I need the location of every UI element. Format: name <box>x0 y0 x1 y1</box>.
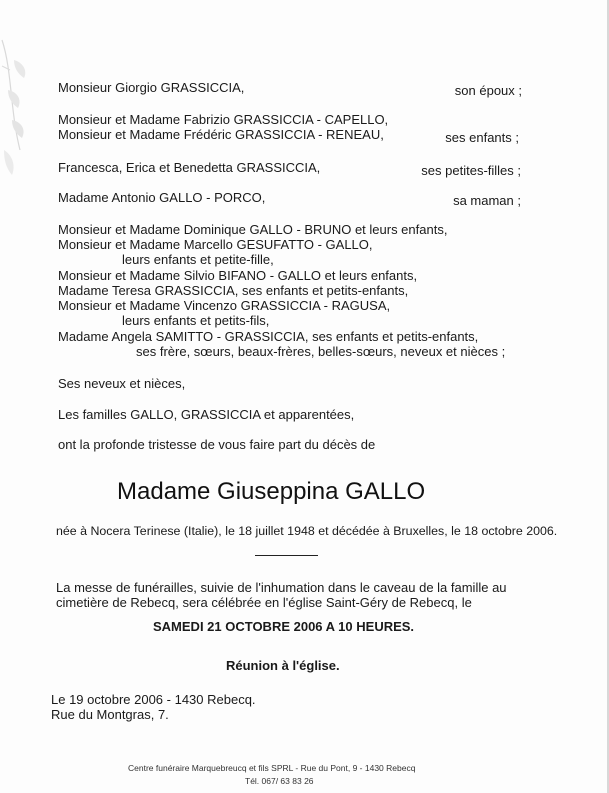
child-line-2: Monsieur et Madame Frédéric GRASSICCIA - RENEAU, <box>58 127 384 142</box>
funeral-home-address: Centre funéraire Marquebreucq et fils SPRL - Rue du Pont, 9 - 1430 Rebecq <box>128 763 416 773</box>
sibling-line: leurs enfants et petite-fille, <box>122 252 274 267</box>
sibling-line: Madame Angela SAMITTO - GRASSICCIA, ses enfants et petits-enfants, <box>58 329 479 344</box>
sibling-line: Monsieur et Madame Marcello GESUFATTO - GALLO, <box>58 237 373 252</box>
child-line-1: Monsieur et Madame Fabrizio GRASSICCIA - CAPELLO, <box>58 112 389 127</box>
announcement-text: ont la profonde tristesse de vous faire part du décès de <box>58 437 376 452</box>
separator-line <box>255 555 318 556</box>
husband-name: Monsieur Giorgio GRASSICCIA, <box>58 80 245 95</box>
funeral-home-phone: Tél. 067/ 63 83 26 <box>245 776 314 786</box>
funeral-line-1: La messe de funérailles, suivie de l'inhumation dans le caveau de la famille au <box>56 580 507 595</box>
mother-role: sa maman ; <box>453 193 521 208</box>
place-date-line-1: Le 19 octobre 2006 - 1430 Rebecq. <box>51 692 256 707</box>
funeral-date: SAMEDI 21 OCTOBRE 2006 A 10 HEURES. <box>153 619 415 634</box>
sibling-line: Monsieur et Madame Dominique GALLO - BRUNO et leurs enfants, <box>58 222 448 237</box>
place-date-line-2: Rue du Montgras, 7. <box>51 707 169 722</box>
grandchildren-names: Francesca, Erica et Benedetta GRASSICCIA, <box>58 160 321 175</box>
mother-name: Madame Antonio GALLO - PORCO, <box>58 190 266 205</box>
sibling-line: leurs enfants et petits-fils, <box>122 313 270 328</box>
deceased-name: Madame Giuseppina GALLO <box>117 478 426 505</box>
children-role: ses enfants ; <box>445 130 519 145</box>
families-line: Les familles GALLO, GRASSICCIA et apparentées, <box>58 407 355 422</box>
funeral-line-2: cimetière de Rebecq, sera célébrée en l'église Saint-Géry de Rebecq, le <box>56 595 472 610</box>
husband-role: son époux ; <box>454 83 522 98</box>
sibling-line: Monsieur et Madame Vincenzo GRASSICCIA - RAGUSA, <box>58 298 391 313</box>
birth-death-details: née à Nocera Terinese (Italie), le 18 juillet 1948 et décédée à Bruxelles, le 18 octobre 2006. <box>56 524 558 538</box>
sibling-line: Monsieur et Madame Silvio BIFANO - GALLO et leurs enfants, <box>58 268 418 283</box>
meeting-note: Réunion à l'église. <box>226 658 340 673</box>
nephews-line: Ses neveux et nièces, <box>58 376 186 391</box>
floral-watermark <box>0 0 60 230</box>
sibling-line: ses frère, sœurs, beaux-frères, belles-sœurs, neveux et nièces ; <box>136 344 506 359</box>
sibling-line: Madame Teresa GRASSICCIA, ses enfants et petits-enfants, <box>58 283 409 298</box>
grandchildren-role: ses petites-filles ; <box>421 163 521 178</box>
